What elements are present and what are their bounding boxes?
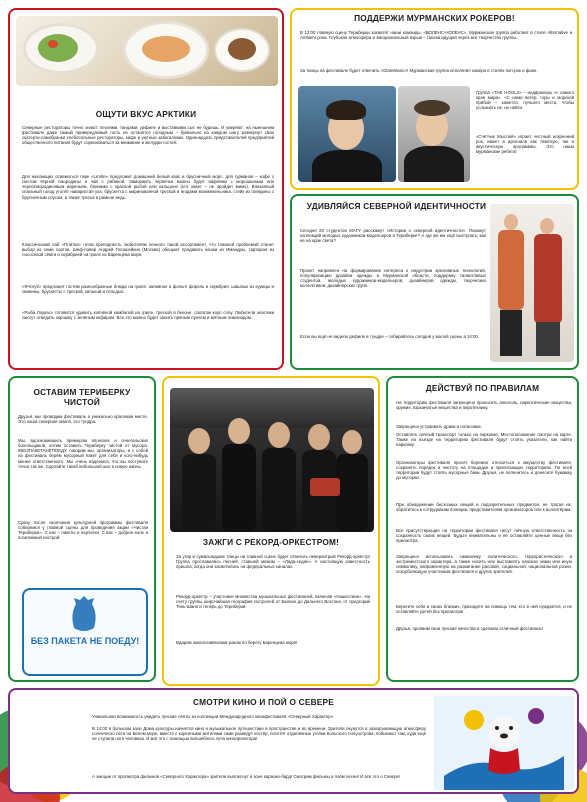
rules-paragraph-9: Друзья, проявим свои лучшие качества и сделаем отличный фестиваль! (396, 626, 544, 631)
clean-paragraph-1: Друзья, мы проводим фестиваль в уникально красивом месте. Это наша северная земля, это тундра. (18, 414, 148, 425)
arctic-section (8, 8, 284, 370)
cinema-paragraph-2: В 14:00 в большом зале Дома культуры начнётся кино и музыкальное путешествие в пространстве и во времени. Зрители окунутся в захватывающую атмосферу солнечного лета на Белом море, вместе с коренными жителями сами разведут костёр, посетят отдалённые уголки Кольского полуострова, побывают там, куда ещё не ступала нога человека. И всё это с помощью волшебного луча кинопроектора! (92, 726, 426, 742)
rules-section (386, 376, 579, 682)
rules-title: ДЕЙСТВУЙ ПО ПРАВИЛАМ (425, 383, 540, 393)
rockers-section (290, 8, 579, 190)
orchestra-section (162, 376, 380, 686)
rockers-paragraph-3: Группа «THE HOOLZ» – индирокеры «с самого края мира». «С нами ветер, горы и морской прибой – кажется, лучшего места, чтобы услышать их, не найти. (476, 90, 574, 111)
no-bag-badge-text: БЕЗ ПАКЕТА НЕ ПОЕДУ! (30, 636, 140, 646)
arctic-paragraph-1: Северные рестораторы точно знают: песнями, танцами, дефиле и выставками сыт не будешь. И уверяют: на нынешнем фестивале даже самый привередливый гость не останется голодным – буквально на каждом шагу развернут свои скатерти-самобранки хлебосольные рестораторы, кафе и уютные забегаловки. Одиннадцать представителей предприятий общественного питания будут соревноваться за внимание и желудки гостей. (22, 125, 274, 146)
cinema-section (8, 688, 579, 794)
clean-section (8, 376, 156, 682)
rules-paragraph-3: Оставлять личный транспорт только на парковке. Местоположение смотри на карте. Также на въезде на территорию фестиваля будут стоять указатели, как найти парковку. (396, 432, 572, 448)
no-bag-badge (22, 588, 148, 676)
rules-paragraph-4: Организаторы фестиваля просят бережно относиться к имуществу фестиваля, сохранять порядок и чистоту на площадке и прилегающих территориях. По всей территории будут стоять мусорные баки. Друзья, не поленитесь и донесите бумажку до мусорки. (396, 460, 572, 481)
clean-title: ОСТАВИМ ТЕРИБЕРКУ ЧИСТОЙ (33, 387, 131, 407)
arctic-paragraph-5: «Рыба Лоукас» готовится удивить копчёной камбалой на гриле, треской в беконе, салатом коул слоу. Любители экзотики смогут отведать окрошку с зелёным кефиром. Все это можно будет запить пряным лунчем и мятным лимонадом. (22, 310, 274, 321)
band-photo-2 (398, 86, 470, 182)
identity-title: УДИВЛЯЙСЯ СЕВЕРНОЙ ИДЕНТИЧНОСТИ (306, 201, 487, 211)
cinema-title: СМОТРИ КИНО И ПОЙ О СЕВЕРЕ (193, 697, 334, 707)
rules-paragraph-8: Берегите себя и своих близких, приходите на помощь тем, кто в ней нуждается, и не оставляйте детей без присмотра! (396, 604, 572, 615)
identity-section (290, 194, 579, 370)
identity-paragraph-3: Если вы ещё не видели дефиле в тундре – собирайтесь сегодня у малой сцены в 14:00. (300, 334, 480, 339)
rockers-paragraph-2: За танцы на фестивале будет отвечать «GlamMusic»! Мурманская группа исполняет кавера в стилях поп-рок и фанк. (300, 68, 538, 73)
rules-paragraph-5: При обнаружении бесхозных вещей и подозрительных предметов, не трогая их, обратитесь к сотрудникам полиции, представителям организаторов или к волонтёрам. (396, 502, 572, 513)
orchestra-title: ЗАЖГИ С РЕКОРД-ОРКЕСТРОМ! (202, 537, 340, 547)
arctic-paragraph-2: Для желающих освежиться mφe «LeVite» предложит домашний белый квас и брусничный морс, для гурманов – кофе с листом чёрной смородины и чай с рябиной. Замориить червячка можно будет вафлями с морошковым или черносмородиновым вареньем, блинами с красной рыбой или кальцоне (кто знает – не пройдет мимо). Внезапный спальный голод утолят наваристая уха, брускетта с маринованной треской и ягодами можжевельника, стейк из говядины с брусничным соусом, а также треска в рамене ведь. (22, 174, 274, 200)
arctic-title: ОЩУТИ ВКУС АРКТИКИ (95, 109, 197, 119)
polar-bear-illustration (434, 696, 574, 790)
cinema-paragraph-1: Уникальная возможность увидеть лучшие ленты из коллекции Международного кинофестиваля «Северный Характер». (92, 714, 335, 719)
rockers-paragraph-4: «Счётчик Мыслей» играет честный искренний рок, имеет в арсенале как тяжёлую, так и акустическую программы. Это наши мурманские ребята! (476, 134, 574, 155)
arctic-paragraph-4: «Ф-Клуб» предложит гостям разнообразные блюда на гриле: заливное в фольге форель и скумбрия, шашлык из курицы и свинины, брускетты с треской, кильной и сельдью. (22, 284, 274, 295)
food-photo (16, 16, 278, 86)
clean-paragraph-2: Мы, вдохновившись примером японских и сенегальских болельщиков, хотим оставить Териберку чистой от мусора. #БЕЗПАКЕТАНЕПОЕДУ, говорим мы, организаторы, и с собой на фестиваль берём мусорный пакет для себя и кого-нибудь менее ответственного. Мы очень надеемся, что вы поступите точно так же. Сделайте такой небольшой шаг в новую жизнь. (18, 438, 148, 469)
rules-paragraph-1: На территорию фестиваля запрещено проносить алкоголь, наркотические вещества, оружие, взрывчатые вещества и пиротехнику. (396, 400, 572, 411)
trash-bag-icon (64, 594, 104, 634)
orchestra-paragraph-2: Рекорд-оркестр – участники множества музыкальных фестивалей, включая «Нашествие». На счету группы широчайшая география гастролей от Балкан до Дальнего Востока, от предгорий Тянь-Шаня и теперь до Териберки. (176, 594, 370, 610)
rules-paragraph-7: Запрещено использовать символику политического, террористического и экстремистского характера, а также носить или выставлять напоказ знаки или иную символику, направленную на разжигание расовой, социальной, национальной розни, оскорбляющую участников фестиваля и других зрителей. (396, 554, 572, 575)
rockers-title: ПОДДЕРЖИ МУРМАНСКИХ РОКЕРОВ! (354, 13, 515, 23)
rockers-paragraph-1: В 13:00 главную сцену Териберки захватят наши команды. «ВОЛЕНС-НОЛЕНС». Мурманская группа работает в стиле Alternative и Ambient рока. Глубокая атмосфера и эмоциональный взрыв – такова идущая через всё творчество группы. (300, 30, 572, 41)
cinema-paragraph-3: А эмоции от просмотра фильмов «Северного Характера» зрители выплеснут в зоне караоке-бард! Смотрим фильмы и поём песни! И всё это о Севере! (92, 774, 401, 779)
orchestra-photo (170, 388, 374, 532)
identity-paragraph-1: Сегодня 20 студентов МАГУ расскажут «Истории о северной идентичности». Покажут коллекций молодых художников-модельеров в Териберке? А где же им ещё выступать, как не на крае света? (300, 228, 486, 244)
rules-paragraph-2: Запрещено устраивать драки и потасовки. (396, 424, 482, 429)
rules-paragraph-6: Все присутствующие на территории фестиваля несут личную ответственность за сохранность своих вещей. Будьте внимательны и не оставляйте ценные вещи без присмотра. (396, 528, 572, 544)
band-photo-1 (298, 86, 396, 182)
arctic-paragraph-3: Классический паб «Плитка» готов преподнесть любителям пенного такой ассортимент, что главной проблемой станет выбор из семи сортов. Шеф-повар Андрей Голошейкин (Москва) обещает продавать кошки из Имандры, тартаром из лососевой сёмги и скумбрией на гриле из Баренцева моря. (22, 242, 274, 258)
clean-paragraph-3: Сразу после окончания культурной программы фестиваля соберемся у главной сцены для проведения акции «Чистая Териберка». С нас – пакеты и перчатки. С вас – доброе воле и позитивный настрой. (18, 520, 148, 541)
fashion-photo (490, 204, 574, 362)
orchestra-paragraph-1: За угар и сумасшедшие танцы на главной сцене будет отвечать неверхитрый Рекорд-оркестр! Группа прославилась песней, ставшей мемом – «Лада-седан». А настоящую известность пришла, когда они засветились на федеральных каналах. (176, 554, 370, 570)
identity-paragraph-2: Проект направлен на формирование интереса к индустрии креативных технологий, популяризацию дизайна одежды в Мурманской области, поддержку талантливых студентов, молодых художников-модельеров, дизайнеров одежды, творческих коллективов, дизайнерских групп. (300, 268, 486, 289)
orchestra-paragraph-3: Вдарим южнославянским роком по берегу Баренцева моря! (176, 640, 298, 645)
